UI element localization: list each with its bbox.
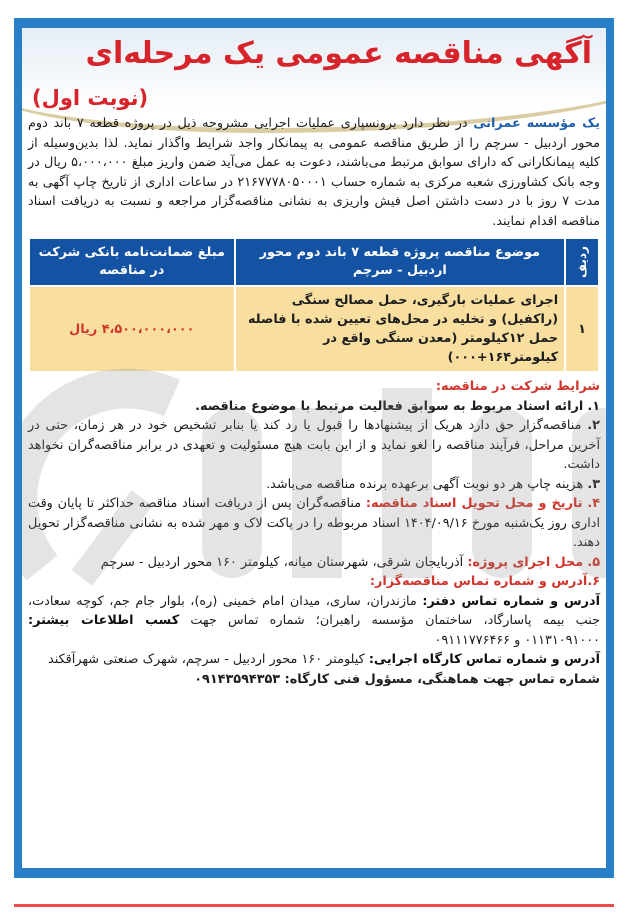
conditions-title: شرایط شرکت در مناقصه: — [435, 379, 600, 394]
condition-item-5: ۵. محل اجرای پروژه: آذربایجان شرقی، شهرستان میانه، کیلومتر ۱۶۰ محور اردبیل - سرچم — [100, 554, 600, 570]
condition-item-6: ۶.آدرس و شماره تماس مناقصه‌گزار: — [369, 574, 600, 589]
intro-text: در نظر دارد برونسپاری عملیات اجرایی مشروحه ذیل در پروژه قطعه ۷ باند دوم محور اردبیل - سرچم را از طریق مناقصه عمومی به پیمانکار واجد شرایط واگذار نماید. لذا بدین‌وسیله از کلیه پیمانکارانی که دارای سوابق مرتبط می‌باشند، دعوت به عمل می‌آید ضمن واریز مبلغ ۵،۰۰۰،۰۰۰ ریال در وجه بانک کشاورزی شعبه مرکزی به شماره حساب ۲۱۶۷۷۷۸۰۵۰۰۰۱ در ساعات اداری از تاریخ چاپ آگهی به مدت ۷ روز با در دست داشتن اصل فیش واریزی به نشانی مناقصه‌گزار مراجعه و نسبت به دریافت اسناد مناقصه اقدام نمایند. — [28, 116, 601, 229]
tender-table — [28, 237, 600, 373]
coordination-contact: شماره تماس جهت هماهنگی، مسؤول فنی کارگاه: ۰۹۱۴۳۵۹۴۳۵۳ — [194, 671, 600, 687]
notice-body — [22, 28, 606, 868]
table-row — [29, 286, 599, 372]
row-subject: اجرای عملیات بارگیری، حمل مصالح سنگی (راکفیل) و تخلیه در محل‌های تعیین شده با فاصله حمل ۱۲کیلومتر (معدن سنگی واقع در کیلومتر۱۶۴+۰۰۰) — [235, 286, 566, 372]
notice-frame — [14, 18, 614, 878]
condition-item-4: ۴. تاریخ و محل تحویل اسناد مناقصه: مناقصه‌گران پس از دریافت اسناد مناقصه حداکثر تا پایان وقت اداری روز یک‌شنبه مورخ ۱۴۰۴/۰۹/۱۶ اسناد مربوطه را در پاکت لاک و مهر شده به نشانی مناقصه‌گزار تحویل دهند. — [28, 496, 601, 550]
site-contact: آدرس و شماره تماس کارگاه اجرایی: کیلومتر ۱۶۰ محور اردبیل - سرچم، شهرک صنعتی شهرآقکند — [48, 652, 600, 667]
row-guarantee-amount: ۴،۵۰۰،۰۰۰،۰۰۰ ریال — [29, 286, 235, 372]
condition-item-1: ۱. ارائه اسناد مربوط به سوابق فعالیت مرتبط با موضوع مناقصه. — [195, 398, 600, 414]
intro-paragraph — [28, 114, 600, 231]
header-subject: موضوع مناقصه پروژه قطعه ۷ باند دوم محور اردبیل - سرچم — [235, 238, 566, 286]
row-index: ۱ — [565, 286, 599, 372]
round-label: (نوبت اول) — [32, 86, 149, 110]
header-guarantee: مبلغ ضمانت‌نامه بانکی شرکت در مناقصه — [29, 238, 235, 286]
notice-title: آگهی مناقصه عمومی یک مرحله‌ای — [85, 36, 592, 71]
bottom-divider — [14, 904, 614, 907]
organization-name: یک مؤسسه عمرانی — [473, 116, 600, 131]
condition-item-2: ۲. مناقصه‌گزار حق دارد هریک از پیشنهادها را قبول یا رد کند یا بنابر تشخیص خود در هر زمان، حتی در آخرین مراحل، فرآیند مناقصه را لغو نماید و از این بابت هیچ مسئولیت و تعهدی در برابر مناقصه‌گران نخواهد داشت. — [28, 418, 600, 472]
header-row-number: ردیف — [565, 238, 599, 286]
office-contact: آدرس و شماره تماس دفتر: مازندران، ساری، میدان امام خمینی (ره)، بلوار جام جم، کوچه سعادت، جنب بیمه پاسارگاد، ساختمان مؤسسه راهبران؛ شماره تماس جهت کسب اطلاعات بیشتر: ۰۱۱۳۱۰۹۱۰۰۰ و ۰۹۱۱۱۷۷۶۴۶۶ — [28, 593, 601, 648]
condition-item-3: ۳. هزینه چاپ هر دو نوبت آگهی برعهده برنده مناقصه می‌باشد. — [266, 476, 600, 492]
notice-content — [28, 114, 600, 689]
table-header-row — [29, 238, 599, 286]
